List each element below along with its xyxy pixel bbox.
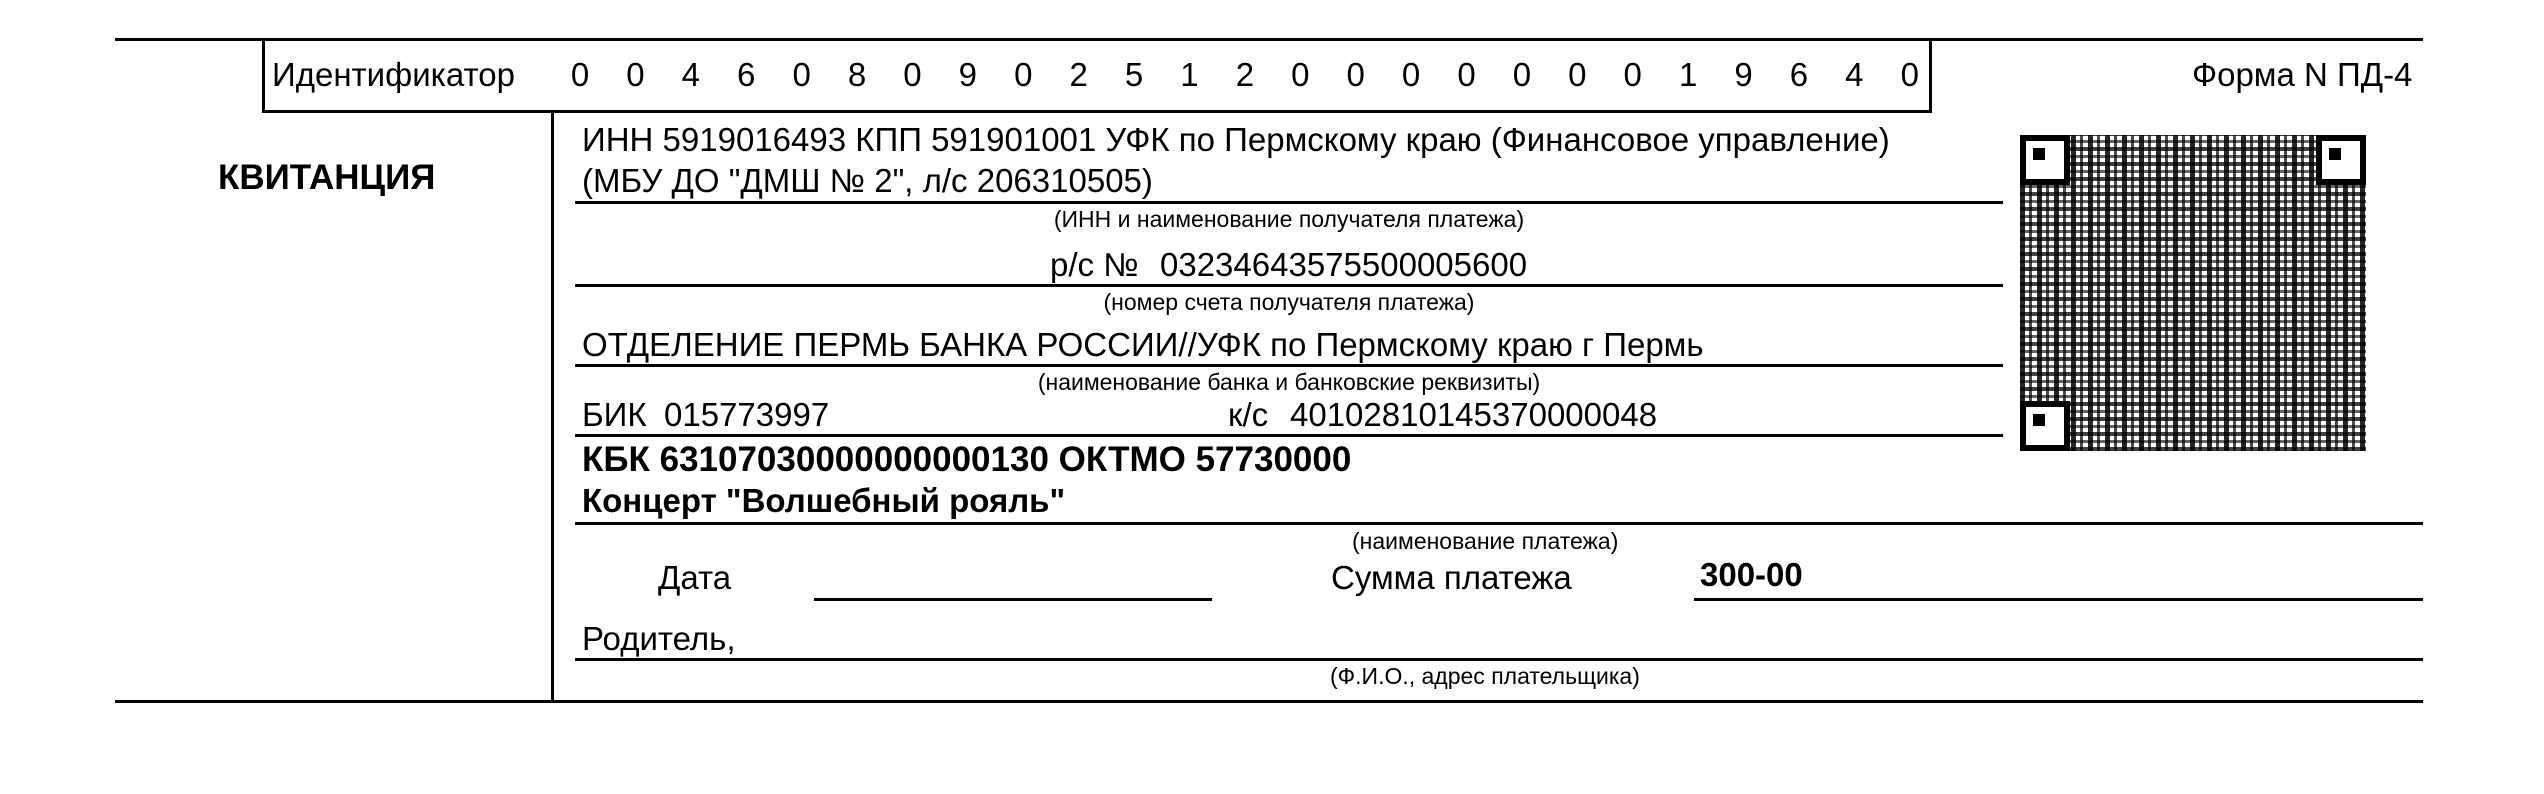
qr-finder-bottom-left (2020, 401, 2070, 451)
identifier-digit: 4 (1845, 56, 1864, 93)
payer-underline (575, 658, 2423, 661)
identifier-digit: 0 (1568, 56, 1587, 93)
account-number: 03234643575500005600 (1160, 246, 1528, 283)
identifier-digit: 1 (1180, 56, 1199, 93)
bik-value: 015773997 (664, 396, 830, 433)
payment-caption: (наименование платежа) (1352, 528, 1619, 554)
identifier-digit: 0 (1014, 56, 1033, 93)
identifier-digits (560, 58, 1930, 91)
date-field-line (814, 598, 1212, 601)
bank-name: ОТДЕЛЕНИЕ ПЕРМЬ БАНКА РОССИИ//УФК по Пермскому краю г Пермь (582, 326, 1704, 363)
identifier-digit: 9 (958, 56, 978, 93)
identifier-digit: 6 (1789, 56, 1809, 93)
sum-label: Сумма платежа (1331, 559, 1572, 596)
identifier-digit: 0 (1291, 56, 1310, 93)
identifier-digit: 1 (1678, 56, 1698, 93)
identifier-digit: 4 (681, 56, 700, 93)
identifier-digit: 0 (1401, 56, 1421, 93)
sum-field-line (1694, 598, 2423, 601)
bank-details-underline (575, 434, 2003, 437)
account-prefix: р/с № (1050, 246, 1139, 283)
identifier-digit: 0 (1623, 56, 1642, 93)
recipient-underline (575, 201, 2003, 204)
sum-value: 300-00 (1700, 556, 1803, 593)
ks-label: к/с (1228, 396, 1269, 433)
identifier-label: Идентификатор (272, 56, 515, 93)
identifier-digit: 2 (1069, 56, 1088, 93)
identifier-digit: 9 (1734, 56, 1753, 93)
bik-label: БИК (582, 396, 647, 433)
identifier-digit: 0 (626, 56, 645, 93)
account-underline (575, 284, 2003, 287)
recipient-caption: (ИНН и наименование получателя платежа) (1053, 206, 1525, 232)
column-divider (551, 113, 554, 703)
payer-caption: (Ф.И.О., адрес плательщика) (1330, 663, 1640, 689)
identifier-digit: 0 (1457, 56, 1476, 93)
identifier-digit: 2 (1235, 56, 1255, 93)
bottom-border (115, 700, 2423, 703)
qr-finder-top-left (2020, 135, 2070, 185)
kbk-oktmo-line: КБК 63107030000000000130 ОКТМО 57730000 (582, 440, 1352, 479)
identifier-digit: 0 (903, 56, 922, 93)
payment-name: Концерт "Волшебный рояль" (582, 482, 1066, 519)
bank-caption: (наименование банка и банковские реквизиты) (1037, 369, 1541, 395)
identifier-digit: 5 (1124, 56, 1144, 93)
recipient-line-2: (МБУ ДО "ДМШ № 2", л/с 206310505) (582, 162, 1153, 199)
payer-label: Родитель, (582, 620, 736, 657)
identifier-digit: 0 (1900, 56, 1919, 93)
form-label: Форма N ПД-4 (2192, 56, 2413, 93)
qr-finder-top-right (2316, 135, 2366, 185)
identifier-digit: 0 (1512, 56, 1532, 93)
date-label: Дата (658, 559, 732, 596)
identifier-digit: 0 (570, 56, 590, 93)
identifier-digit: 0 (1346, 56, 1365, 93)
qr-code-icon (2020, 135, 2366, 451)
identifier-digit: 6 (737, 56, 756, 93)
identifier-digit: 0 (792, 56, 811, 93)
bank-underline (575, 364, 2003, 367)
identifier-digit: 8 (847, 56, 867, 93)
account-caption: (номер счета получателя платежа) (1103, 289, 1475, 315)
receipt-title: КВИТАНЦИЯ (218, 158, 436, 197)
recipient-line-1: ИНН 5919016493 КПП 591901001 УФК по Пермскому краю (Финансовое управление) (582, 121, 1890, 158)
ks-value: 40102810145370000048 (1290, 396, 1658, 433)
payment-underline (575, 522, 2423, 525)
